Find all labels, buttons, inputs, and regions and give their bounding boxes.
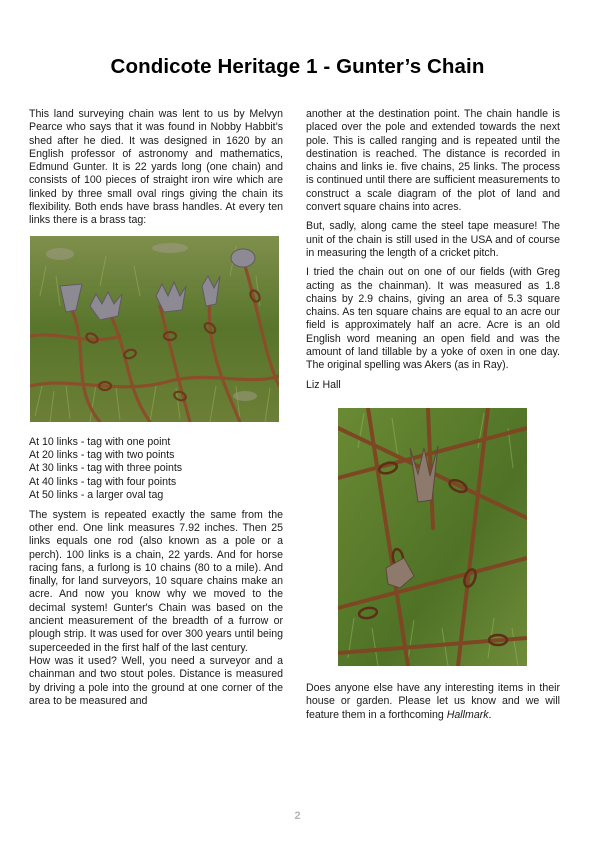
tag-list-item: At 30 links - tag with three points: [29, 462, 183, 475]
tag-list-item: At 40 links - tag with four points: [29, 475, 177, 488]
closing-paragraph: [306, 682, 560, 722]
left-column: [29, 108, 283, 708]
tag-list: [29, 436, 283, 503]
closing-period: .: [488, 708, 492, 721]
tape-paragraph: But, sadly, along came the steel tape measure! The unit of the chain is still used in the USA and of course in measuring the length of a cricket pitch.: [306, 220, 560, 259]
chain-closeup-photo: [338, 408, 527, 666]
author-signature: Liz Hall: [306, 378, 341, 391]
system-paragraph: The system is repeated exactly the same from the other end. One link measures 7.92 inches. Then 25 links equals one rod (also known as a pole or a perch). 100 links is a chain, 22 yards. And for horse racing fans, a furlong is 10 chains (80 to a mile). And finally, for land surveyors, 10 square chains make an acre. And now you know why we moved to the decimal system! Gunter's Chain was based on the ancient measurement of the breadth of a furrow or plough strip. It was used for over 300 years until being superceeded in the first half of the last century.: [29, 508, 283, 654]
tag-list-item: At 50 links - a larger oval tag: [29, 489, 164, 502]
page-title: Condicote Heritage 1 - Gunter’s Chain: [110, 55, 485, 78]
chain-tags-image: [30, 236, 279, 422]
page-number: 2: [294, 810, 301, 822]
usage-paragraph: How was it used? Well, you need a surveyor and a chainman and two stout poles. Distance is measured by driving a pole into the ground at one corner of the area to be measured and: [29, 654, 283, 707]
chain-tags-photo: [30, 236, 279, 422]
trial-paragraph: I tried the chain out on one of our fields (with Greg acting as the chainman). It was measured as 1.8 chains by 2.9 chains, giving an area of 5.3 square chains. As ten square chains are equal to an acre our field is approximately half an acre. Acre is an old English word meaning an open field and was the amount of land tillable by a yoke of oxen in one day. The original spelling was Akers (as in Ray).: [306, 266, 560, 372]
hallmark-title: Hallmark: [446, 708, 489, 721]
tag-list-item: At 10 links - tag with one point: [29, 435, 171, 448]
chain-closeup-image: [338, 408, 527, 666]
usage-continued-paragraph: another at the destination point. The chain handle is placed over the pole and extended towards the next pole. This is called ranging and is repeated until the destination is reached. The distance is recorded in chains and links ie. five chains, 25 links. The process is continued until there are sufficient measurements to construct a scale diagram of the plot of land and convert square chains into acres.: [306, 108, 560, 214]
tag-list-item: At 20 links - tag with two points: [29, 449, 175, 462]
intro-paragraph: This land surveying chain was lent to us by Melvyn Pearce who says that it was found in Nobby Habbit’s shed after he died. It was designed in 1620 by an English professor of astronomy and mathematics, Edmund Gunter. It is 22 yards long (one chain) and consists of 100 pieces of straight iron wire which are linked by three small oval rings giving the chain its flexibility. Both ends have brass handles. At every ten links there is a brass tag:: [29, 108, 283, 227]
right-column: [306, 108, 560, 722]
closing-text: Does anyone else have any interesting items in their house or garden. Please let us know and we will feature them in a forthcoming: [306, 681, 560, 721]
